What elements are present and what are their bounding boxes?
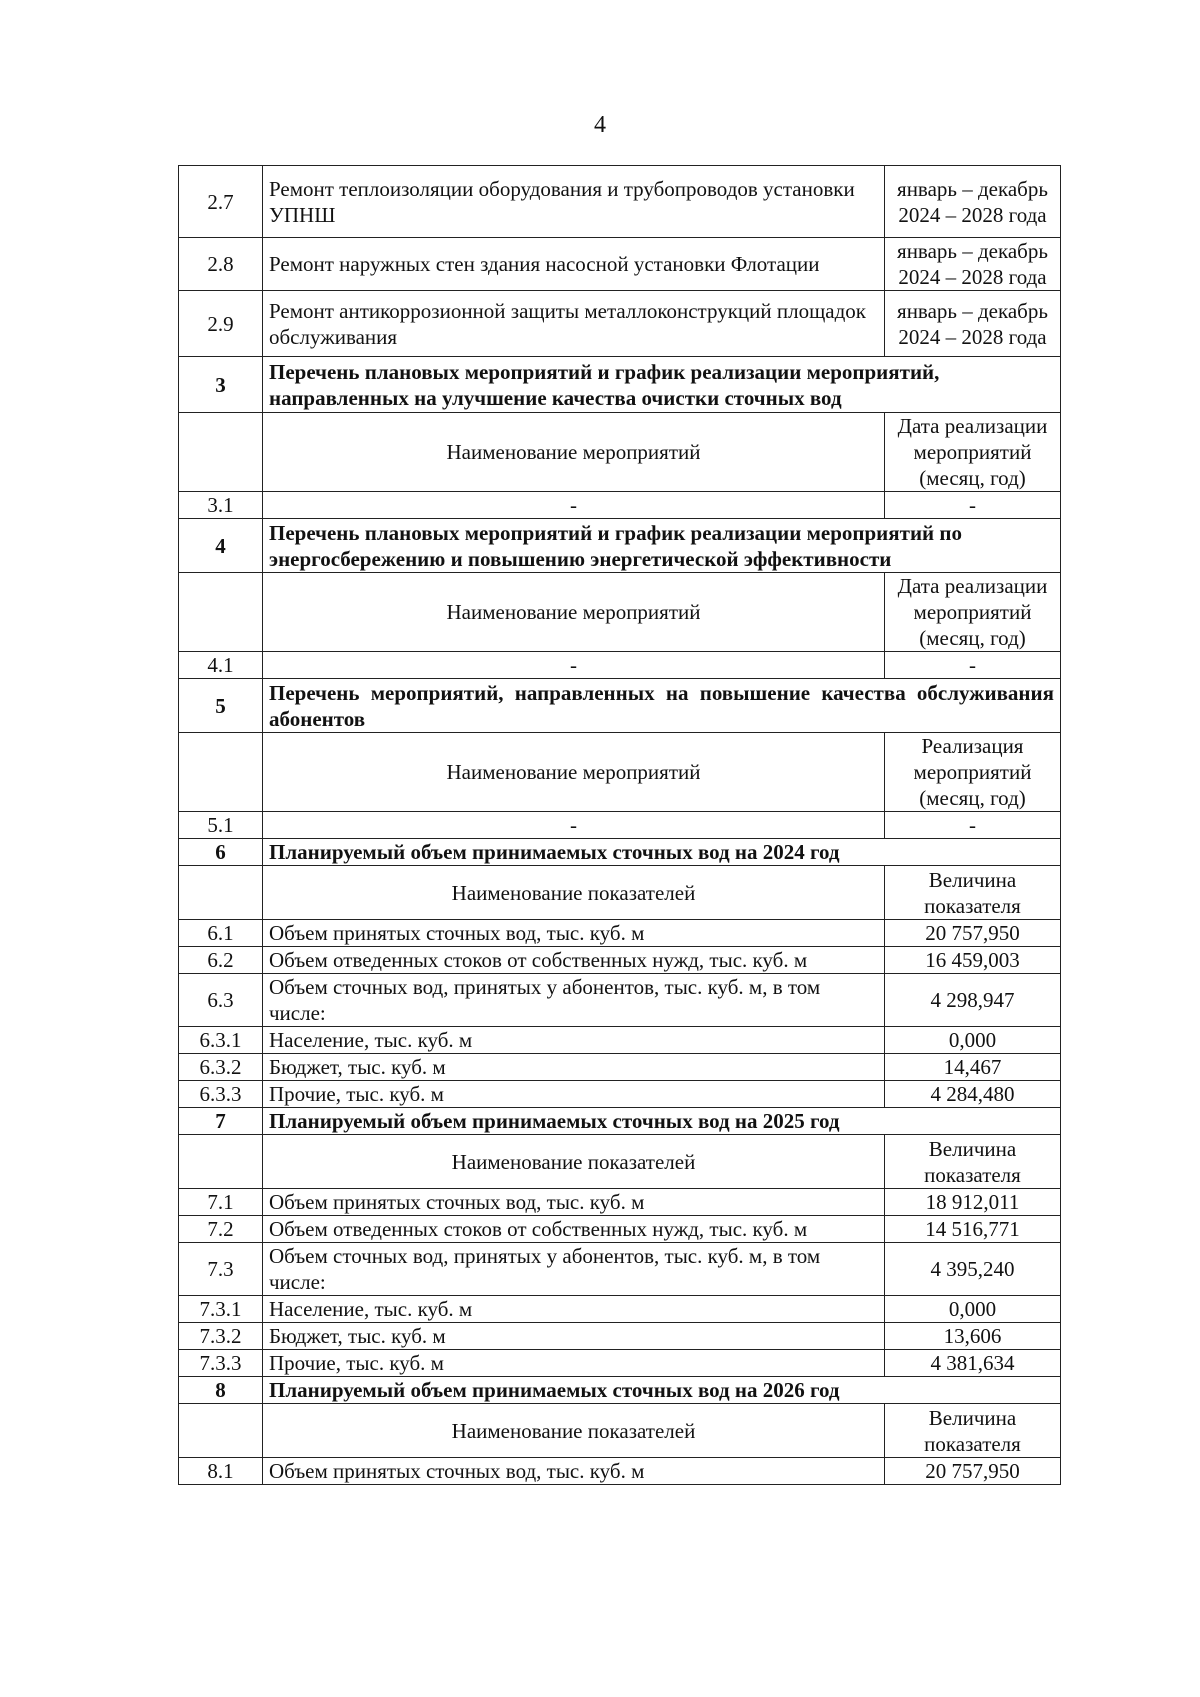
row-name: -: [263, 652, 885, 679]
table-row: [179, 947, 1061, 974]
row-name: Прочие, тыс. куб. м: [263, 1081, 885, 1108]
table-row: [179, 238, 1061, 291]
row-number: 3.1: [179, 492, 263, 519]
table-body: [179, 166, 1061, 1485]
row-value: 20 757,950: [885, 920, 1061, 947]
section-number: 8: [179, 1377, 263, 1404]
row-number: 6.1: [179, 920, 263, 947]
table-row: [179, 1216, 1061, 1243]
row-name: Объем принятых сточных вод, тыс. куб. м: [263, 1189, 885, 1216]
row-value: январь – декабрь 2024 – 2028 года: [885, 238, 1061, 291]
row-name: Объем сточных вод, принятых у абонентов, тыс. куб. м, в том числе:: [263, 1243, 885, 1296]
row-value: -: [885, 492, 1061, 519]
row-name: Объем принятых сточных вод, тыс. куб. м: [263, 1458, 885, 1485]
empty-cell: [179, 573, 263, 652]
row-value: 4 298,947: [885, 974, 1061, 1027]
empty-cell: [179, 866, 263, 920]
section-row: [179, 679, 1061, 733]
row-name: -: [263, 492, 885, 519]
row-number: 6.3: [179, 974, 263, 1027]
row-value: 4 284,480: [885, 1081, 1061, 1108]
row-number: 2.9: [179, 291, 263, 357]
row-number: 7.2: [179, 1216, 263, 1243]
table-row: [179, 1243, 1061, 1296]
row-value: -: [885, 652, 1061, 679]
row-name: Прочие, тыс. куб. м: [263, 1350, 885, 1377]
column-header-name: Наименование мероприятий: [263, 573, 885, 652]
column-header-name: Наименование показателей: [263, 1404, 885, 1458]
section-row: [179, 839, 1061, 866]
section-number: 6: [179, 839, 263, 866]
column-header-row: [179, 866, 1061, 920]
row-number: 5.1: [179, 812, 263, 839]
row-value: 16 459,003: [885, 947, 1061, 974]
row-number: 2.7: [179, 166, 263, 238]
row-number: 4.1: [179, 652, 263, 679]
table-row: [179, 1296, 1061, 1323]
column-header-name: Наименование мероприятий: [263, 413, 885, 492]
row-number: 2.8: [179, 238, 263, 291]
section-title: Планируемый объем принимаемых сточных вод на 2026 год: [263, 1377, 1061, 1404]
table-row: [179, 166, 1061, 238]
row-number: 7.3.2: [179, 1323, 263, 1350]
column-header-name: Наименование мероприятий: [263, 733, 885, 812]
row-value: 14,467: [885, 1054, 1061, 1081]
row-name: Объем принятых сточных вод, тыс. куб. м: [263, 920, 885, 947]
column-header-value: Дата реализации мероприятий (месяц, год): [885, 573, 1061, 652]
row-number: 6.3.1: [179, 1027, 263, 1054]
row-number: 6.3.2: [179, 1054, 263, 1081]
table-row: [179, 1189, 1061, 1216]
empty-cell: [179, 733, 263, 812]
table-row: [179, 812, 1061, 839]
table-row: [179, 652, 1061, 679]
row-name: Ремонт антикоррозионной защиты металлоконструкций площадок обслуживания: [263, 291, 885, 357]
column-header-value: Величина показателя: [885, 1135, 1061, 1189]
empty-cell: [179, 1135, 263, 1189]
row-value: январь – декабрь 2024 – 2028 года: [885, 291, 1061, 357]
table-row: [179, 492, 1061, 519]
row-name: Население, тыс. куб. м: [263, 1027, 885, 1054]
section-number: 5: [179, 679, 263, 733]
row-value: 18 912,011: [885, 1189, 1061, 1216]
table-row: [179, 1027, 1061, 1054]
section-number: 7: [179, 1108, 263, 1135]
section-title: Планируемый объем принимаемых сточных вод на 2024 год: [263, 839, 1061, 866]
measures-table: [178, 165, 1061, 1485]
section-title: Перечень мероприятий, направленных на повышение качества обслуживания абонентов: [263, 679, 1061, 733]
section-row: [179, 519, 1061, 573]
table-row: [179, 1054, 1061, 1081]
table-row: [179, 920, 1061, 947]
column-header-value: Дата реализации мероприятий (месяц, год): [885, 413, 1061, 492]
column-header-row: [179, 1135, 1061, 1189]
page-number: 4: [594, 112, 606, 138]
row-number: 7.3.1: [179, 1296, 263, 1323]
table-row: [179, 1350, 1061, 1377]
column-header-row: [179, 413, 1061, 492]
row-name: Население, тыс. куб. м: [263, 1296, 885, 1323]
row-name: Ремонт наружных стен здания насосной установки Флотации: [263, 238, 885, 291]
row-name: Объем сточных вод, принятых у абонентов, тыс. куб. м, в том числе:: [263, 974, 885, 1027]
column-header-row: [179, 1404, 1061, 1458]
empty-cell: [179, 1404, 263, 1458]
row-value: 4 395,240: [885, 1243, 1061, 1296]
section-number: 4: [179, 519, 263, 573]
row-number: 7.3.3: [179, 1350, 263, 1377]
row-name: Бюджет, тыс. куб. м: [263, 1323, 885, 1350]
row-number: 8.1: [179, 1458, 263, 1485]
table-row: [179, 1458, 1061, 1485]
section-number: 3: [179, 357, 263, 413]
column-header-value: Реализация мероприятий (месяц, год): [885, 733, 1061, 812]
section-title: Планируемый объем принимаемых сточных вод на 2025 год: [263, 1108, 1061, 1135]
table-row: [179, 974, 1061, 1027]
section-title: Перечень плановых мероприятий и график реализации мероприятий, направленных на улучшение качества очистки сточных вод: [263, 357, 1061, 413]
column-header-name: Наименование показателей: [263, 1135, 885, 1189]
row-value: 0,000: [885, 1296, 1061, 1323]
row-value: 13,606: [885, 1323, 1061, 1350]
empty-cell: [179, 413, 263, 492]
row-number: 6.3.3: [179, 1081, 263, 1108]
row-number: 6.2: [179, 947, 263, 974]
row-name: Бюджет, тыс. куб. м: [263, 1054, 885, 1081]
table-row: [179, 291, 1061, 357]
row-name: Объем отведенных стоков от собственных нужд, тыс. куб. м: [263, 1216, 885, 1243]
row-number: 7.3: [179, 1243, 263, 1296]
row-value: январь – декабрь 2024 – 2028 года: [885, 166, 1061, 238]
section-row: [179, 357, 1061, 413]
column-header-value: Величина показателя: [885, 1404, 1061, 1458]
row-value: 4 381,634: [885, 1350, 1061, 1377]
row-name: Объем отведенных стоков от собственных нужд, тыс. куб. м: [263, 947, 885, 974]
row-value: 20 757,950: [885, 1458, 1061, 1485]
table-row: [179, 1081, 1061, 1108]
section-row: [179, 1377, 1061, 1404]
row-value: 0,000: [885, 1027, 1061, 1054]
column-header-value: Величина показателя: [885, 866, 1061, 920]
section-row: [179, 1108, 1061, 1135]
column-header-row: [179, 573, 1061, 652]
column-header-name: Наименование показателей: [263, 866, 885, 920]
row-value: -: [885, 812, 1061, 839]
table-row: [179, 1323, 1061, 1350]
row-value: 14 516,771: [885, 1216, 1061, 1243]
column-header-row: [179, 733, 1061, 812]
row-number: 7.1: [179, 1189, 263, 1216]
row-name: -: [263, 812, 885, 839]
row-name: Ремонт теплоизоляции оборудования и трубопроводов установки УПНШ: [263, 166, 885, 238]
section-title: Перечень плановых мероприятий и график реализации мероприятий по энергосбережению и повышению энергетической эффективности: [263, 519, 1061, 573]
